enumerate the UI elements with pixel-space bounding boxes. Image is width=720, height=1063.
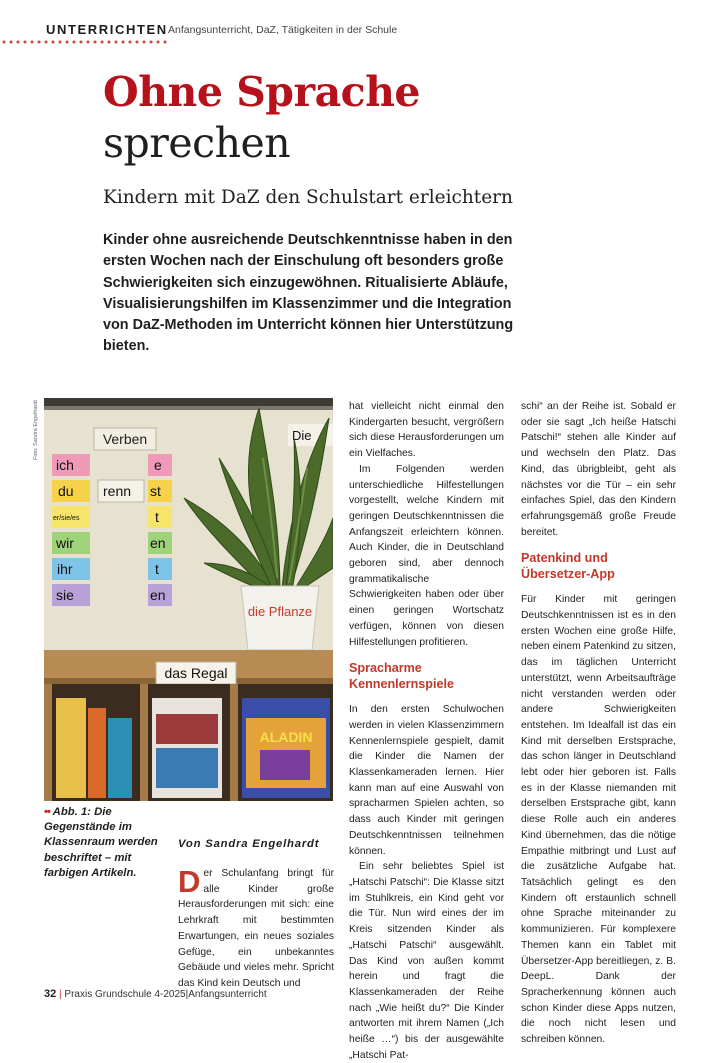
page-number: 32	[44, 988, 57, 1000]
lead-paragraph: Kinder ohne ausreichende Deutschkenntnisse haben in den ersten Wochen nach der Einschulung oft besonders große Schwierigkeiten sich einzugewöhnen. Ritualisierte Abläufe, Visualisierungshilfen im Klassenzimmer und die Integration von DaZ-Methoden im Unterricht können hier Unterstützung bieten.	[103, 232, 514, 355]
card-die: Die	[292, 428, 312, 443]
card-renn: renn	[103, 483, 132, 499]
card-wir: wir	[56, 535, 74, 551]
section-label: UNTERRICHTEN	[46, 22, 168, 37]
card-regal: das Regal	[164, 665, 228, 681]
paragraph: Im Folgenden werden unterschiedliche Hilfestellungen vorgestellt, welche Kindern mit geringen Deutschkenntnissen die Anfangszeit erleichtern können. Auch Kinder, die in Deutschland geboren sind, aber dennoch grammatikalische Schwierigkeiten haben oder über einen geringen Wortschatz verfügen, können von diesen Hilfestellungen profitieren.	[349, 463, 504, 648]
caption-text: Abb. 1: Die Gegenstände im Klassenraum werden beschriftet – mit farbigen Artikeln.	[44, 806, 158, 879]
card-sie: sie	[56, 587, 74, 603]
card-ending-5: t	[155, 561, 159, 577]
dotted-rule	[2, 40, 172, 44]
footer-section: Anfangsunterricht	[188, 989, 267, 1000]
card-er-sie-es: er/sie/es	[53, 515, 80, 522]
column-middle	[349, 399, 504, 1063]
classroom-photo	[44, 398, 333, 801]
column-right	[521, 399, 676, 1048]
classroom-photo-illustration	[44, 398, 333, 801]
card-ich: ich	[56, 457, 74, 473]
photo-credit	[30, 400, 40, 460]
author-byline: Von Sandra Engelhardt	[178, 838, 320, 850]
footer-separator-2: |	[185, 989, 189, 1000]
intro-paragraph: er Schulanfang bringt für alle Kinder große Herausforderungen mit sich: eine Lehrkraft mit bestimmten Erwartungen, ein neues soziales Gefüge, ein unbekanntes Gebäude und vieles mehr. Spricht das Kind kein Deutsch und	[178, 868, 334, 989]
card-ending-6: en	[150, 587, 166, 603]
page-footer	[44, 988, 267, 1000]
photo-credit-text: Foto: Sandra Engelhardt	[33, 400, 39, 460]
card-pflanze: die Pflanze	[247, 604, 313, 619]
drop-cap: D	[178, 864, 201, 899]
article-title-line-2: sprechen	[103, 119, 291, 167]
article-subtitle: Kindern mit DaZ den Schulstart erleichtern	[103, 187, 513, 208]
card-ending-3: t	[155, 509, 159, 525]
paragraph: hat vielleicht nicht einmal den Kindergarten besucht, vergrößern sich diese Herausforderungen um ein Vielfaches.	[349, 401, 504, 460]
section-heading-patenkind: Patenkind und Übersetzer-App	[521, 551, 615, 582]
paragraph: Ein sehr beliebtes Spiel ist „Hatschi Patschi“: Die Klasse sitzt im Stuhlkreis, ein Kind geht vor die Tür. Nun wird eines der im Kreis sitzenden Kinder als „Hatschi Patschi“ ausgewählt. Das Kind von außen kommt herein und fragt die Klassenkameraden der Reihe nach „Wie heißt du?“ Die Kinder antworten mit ihrem Namen („Ich heiße …“) bis der ausgewählte „Hatschi Pat-	[349, 861, 504, 1061]
book-aladin: ALADIN	[259, 729, 313, 745]
section-heading-kennenlernspiele: Spracharme Kennenlernspiele	[349, 661, 454, 692]
journal-name: Praxis Grundschule 4-2025	[64, 989, 186, 1000]
section-topics: Anfangsunterricht, DaZ, Tätigkeiten in der Schule	[168, 24, 398, 36]
card-du: du	[58, 483, 74, 499]
card-ihr: ihr	[57, 561, 73, 577]
card-ending-1: e	[154, 457, 162, 473]
card-ending-4: en	[150, 535, 166, 551]
caption-bullet: ••	[44, 806, 50, 818]
card-verben: Verben	[102, 431, 148, 447]
card-ending-2: st	[150, 483, 161, 499]
paragraph: Für Kinder mit geringen Deutschkenntnissen ist es in den ersten Wochen eine große Hilfe, neben einem Patenkind zu sitzen, das im täglichen Unterricht unterstützt, wenn Arbeitsaufträge nicht verstanden werden oder andere Schwierigkeiten entstehen. Im Idealfall ist das ein Kind mit derselben Erstsprache, das schon länger in Deutschland lebt oder hier geboren ist. Falls es in der Klasse niemanden mit derselben Erstsprache gibt, kann diese Rolle auch ein anderes Kind übernehmen, das die nötige Empathie mitbringt und Lust auf die zusätzliche Aufgabe hat. Tatsächlich gelingt es den Kindern oft erstaunlich schnell ohne Sprache miteinander zu kommunizieren. Für komplexere Themen kann ein Tablet mit Übersetzer-App bereitliegen, z. B. DeepL. Dank der Spracherkennung können auch schon Kinder diese Apps nutzen, die noch nicht lesen und schreiben können.	[521, 594, 676, 1046]
column-left	[178, 866, 334, 992]
article-title-line-1: Ohne Sprache	[103, 68, 420, 116]
figure-caption	[44, 805, 162, 881]
footer-separator: |	[59, 989, 62, 1000]
paragraph: In den ersten Schulwochen werden in vielen Klassenzimmern Kennenlernspiele gespielt, damit die Kinder die Namen der Klassenkameraden lernen. Hier kann man auf eine Auswahl von spracharmen Spielen achten, so dass auch Kinder mit geringen Deutschkenntnissen teilnehmen können.	[349, 704, 504, 857]
paragraph: schi“ an der Reihe ist. Sobald er oder sie sagt „Ich heiße Hatschi Patschi!“ stehen alle Kinder auf und wechseln den Platz. Das Kind, das übrigbleibt, geht als nächstes vor die Tür – ein sehr einfaches Spiel, das den Kindern erfahrungsgemäß große Freude bereitet.	[521, 401, 676, 538]
